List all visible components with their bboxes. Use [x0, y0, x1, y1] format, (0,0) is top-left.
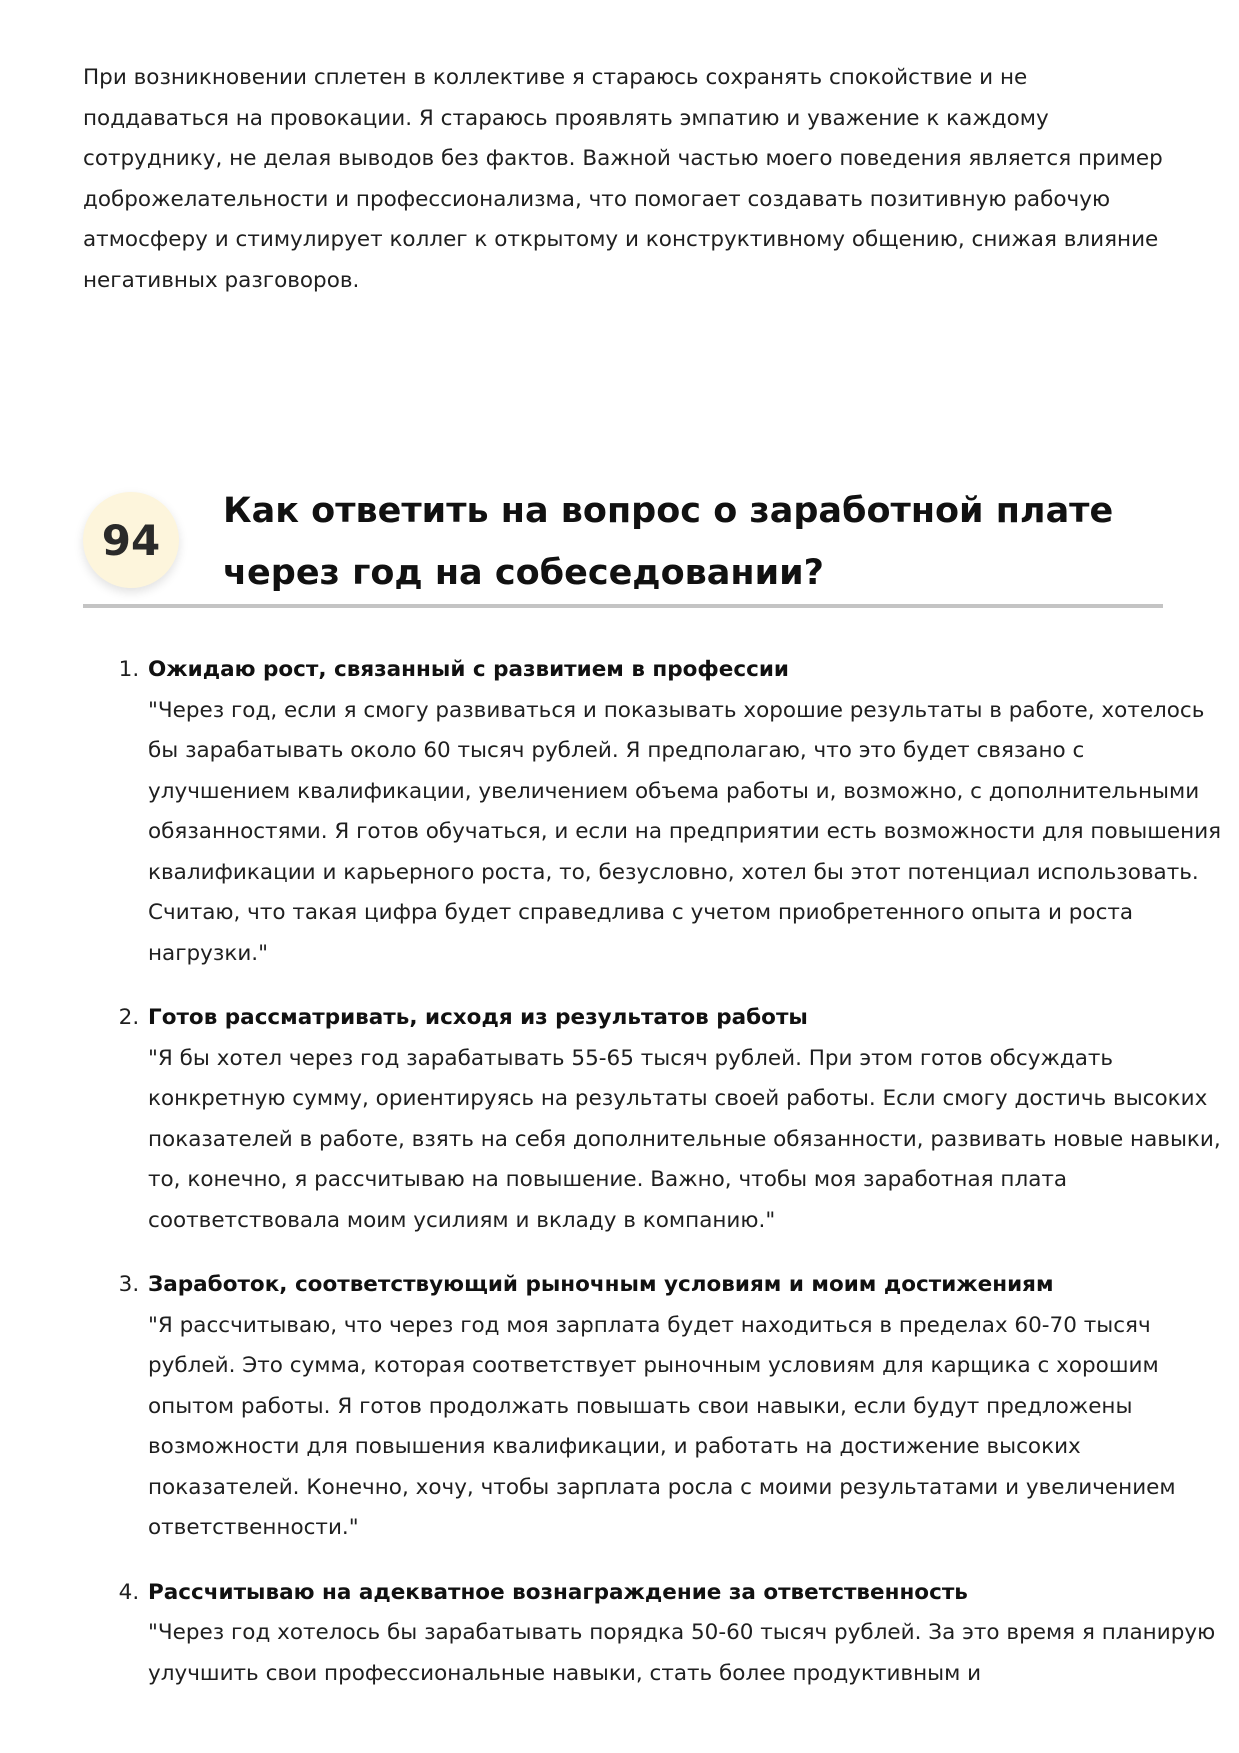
- item-text: "Через год хотелось бы зарабатывать порядка 50-60 тысяч рублей. За это время я планирую улучшить свои профессиональные навыки, стать более продуктивным и: [148, 1620, 1216, 1686]
- item-title: Заработок, соответствующий рыночным условиям и моим достижениям: [148, 1272, 1054, 1297]
- list-item: [146, 1265, 1231, 1549]
- list-item: [146, 998, 1231, 1241]
- item-text: "Я бы хотел через год зарабатывать 55-65 тысяч рублей. При этом готов обсуждать конкретную сумму, ориентируясь на результаты своей работы. Если смогу достичь высоких показателей в работе, взять на себя дополнительные обязанности, развивать новые навыки, то, конечно, я рассчитываю на повышение. Важно, чтобы моя заработная плата соответствовала моим усилиям и вкладу в компанию.": [148, 1045, 1221, 1233]
- answer-list: [83, 650, 1231, 1718]
- section-number-badge: 94: [83, 492, 179, 588]
- item-text: "Я рассчитываю, что через год моя зарплата будет находиться в пределах 60-70 тысяч рублей. Это сумма, которая соответствует рыночным условиям для карщика с хорошим опытом работы. Я готов продолжать повышать свои навыки, если будут предложены возможности для повышения квалификации, и работать на достижение высоких показателей. Конечно, хочу, чтобы зарплата росла с моими результатами и увеличением ответственности.": [148, 1312, 1176, 1540]
- item-title: Ожидаю рост, связанный с развитием в профессии: [148, 657, 789, 682]
- item-text: "Через год, если я смогу развиваться и показывать хорошие результаты в работе, хотелось бы зарабатывать около 60 тысяч рублей. Я предполагаю, что это будет связано с улучшением квалификации, увеличением объема работы и, возможно, с дополнительными обязанностями. Я готов обучаться, и если на предприятии есть возможности для повышения квалификации и карьерного роста, то, безусловно, хотел бы этот потенциал использовать. Считаю, что такая цифра будет справедлива с учетом приобретенного опыта и роста нагрузки.": [148, 697, 1222, 966]
- section-header: [83, 480, 1163, 608]
- intro-paragraph: При возникновении сплетен в коллективе я стараюсь сохранять спокойствие и не поддаваться на провокации. Я стараюсь проявлять эмпатию и уважение к каждому сотруднику, не делая выводов без фактов. Важной частью моего поведения является пример доброжелательности и профессионализма, что помогает создавать позитивную рабочую атмосферу и стимулирует коллег к открытому и конструктивному общению, снижая влияние негативных разговоров.: [83, 65, 1163, 293]
- item-title: Рассчитываю на адекватное вознаграждение за ответственность: [148, 1579, 968, 1605]
- list-item: [146, 1573, 1231, 1695]
- item-title: Готов рассматривать, исходя из результатов работы: [148, 1005, 808, 1030]
- list-item: [146, 650, 1231, 974]
- section-title: Как ответить на вопрос о заработной плате через год на собеседовании?: [223, 491, 1114, 593]
